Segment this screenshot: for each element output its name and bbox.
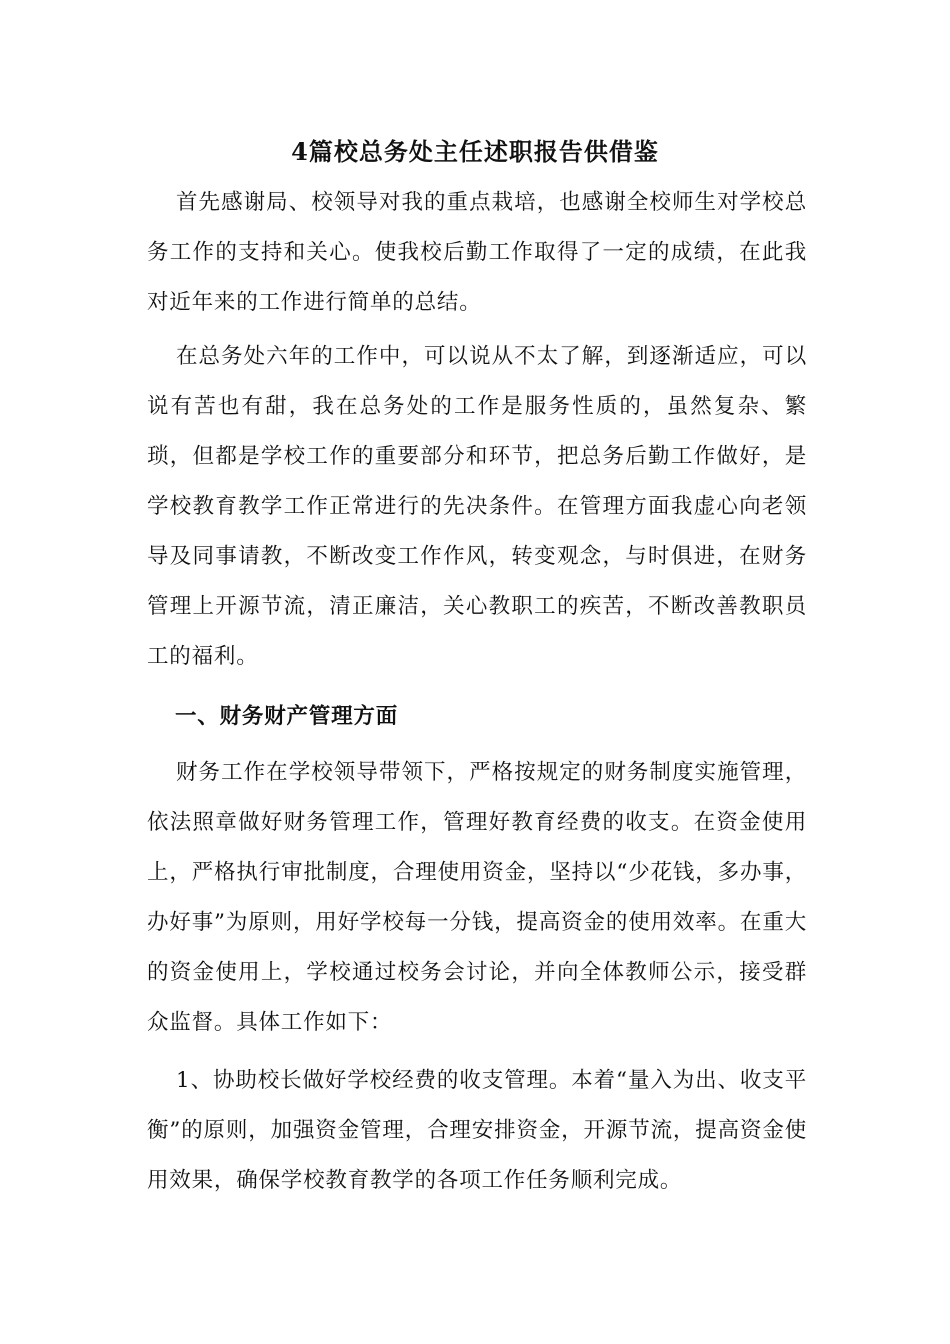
section-heading: 一、财务财产管理方面	[175, 704, 399, 729]
section-list-item: 1、协助校长做好学校经费的收支管理。本着“量入为出、收支平衡”的原则，加强资金管理，合理安排资金，开源节流，提高资金使用效果，确保学校教育教学的各项工作任务顺利完成。	[147, 1068, 807, 1193]
body-paragraph: 在总务处六年的工作中，可以说从不太了解，到逐渐适应，可以说有苦也有甜，我在总务处的工作是服务性质的，虽然复杂、繁琐，但都是学校工作的重要部分和环节，把总务后勤工作做好，是学校教育教学工作正常进行的先决条件。在管理方面我虚心向老领导及同事请教，不断改变工作作风，转变观念，与时俱进，在财务管理上开源节流，清正廉洁，关心教职工的疾苦，不断改善教职员工的福利。	[147, 344, 807, 669]
document-title: 4篇校总务处主任述职报告供借鉴	[291, 137, 659, 166]
section-paragraph: 财务工作在学校领导带领下，严格按规定的财务制度实施管理，依法照章做好财务管理工作，管理好教育经费的收支。在资金使用上，严格执行审批制度，合理使用资金，坚持以“少花钱，多办事，办好事”为原则，用好学校每一分钱，提高资金的使用效率。在重大的资金使用上，学校通过校务会讨论，并向全体教师公示，接受群众监督。具体工作如下：	[147, 760, 807, 1035]
intro-paragraph: 首先感谢局、校领导对我的重点栽培，也感谢全校师生对学校总务工作的支持和关心。使我校后勤工作取得了一定的成绩，在此我对近年来的工作进行简单的总结。	[147, 190, 807, 315]
